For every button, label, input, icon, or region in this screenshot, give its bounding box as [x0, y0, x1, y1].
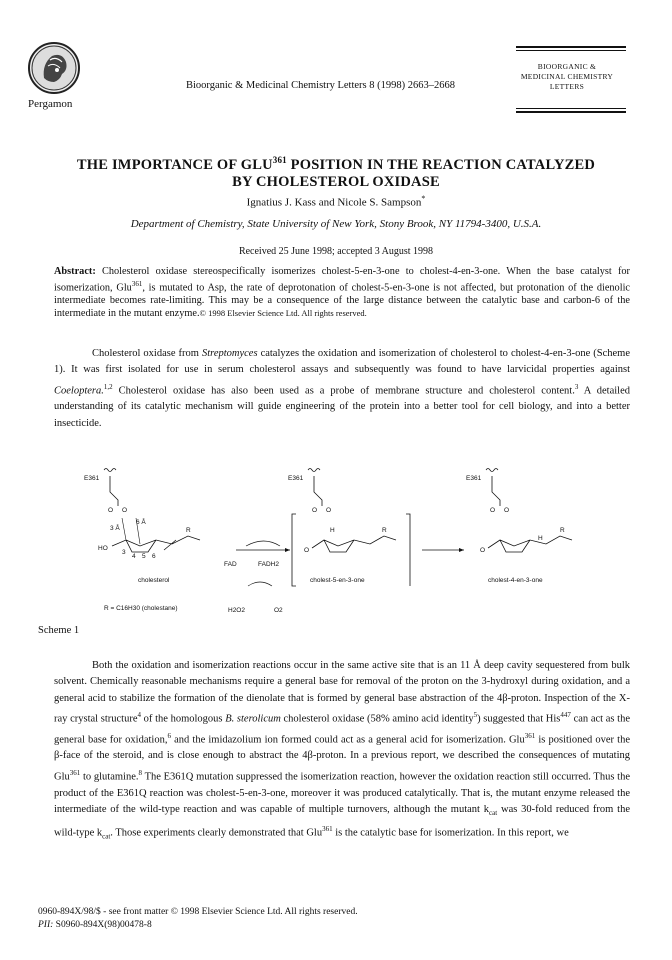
- svg-text:4: 4: [132, 553, 136, 560]
- reaction-scheme: [76, 436, 636, 616]
- svg-text:H: H: [330, 527, 335, 534]
- header-rule-top: [516, 46, 626, 48]
- authors: Ignatius J. Kass and Nicole S. Sampson*: [246, 194, 426, 209]
- header-rule-bottom: [516, 111, 626, 113]
- scheme-label: Scheme 1: [38, 625, 80, 636]
- residue-label: E361: [84, 475, 100, 482]
- journal-name: [508, 62, 626, 92]
- svg-text:FAD: FAD: [224, 561, 237, 568]
- svg-text:5: 5: [142, 553, 146, 560]
- svg-text:O: O: [312, 507, 318, 514]
- svg-text:O: O: [480, 547, 486, 554]
- body-paragraph: Both the oxidation and isomerization reactions occur in the same active site that is an 11 Å deep cavity sequestered from bulk solvent. Chemically reasonable mechanisms require a general base for removal of the proton on the 3-hydroxyl during oxidation, and a general acid to stabilize the formation of the dienolate that is formed by general base abstraction of the 4β-proton. Inspection of the X-ray crystal structure$^4$ of the homologous B. sterolicum cholesterol oxidase (58% amino acid identity$^5$) suggested that His$^{447}$ can act as the general base for oxidation,$^6$ and the imidazolium ion formed could act as a general acid for isomerization. Glu$^{361}$ is positioned over the β-face of the steroid, and is close enough to abstract the 4β-proton. In a previous report, we described the consequences of mutating Glu$^{361}$ to glutamine.$^8$ The E361Q mutation suppressed the isomerization reaction, however the oxidation reaction still occurred. Thus the product of the E361Q reaction was cholest-5-en-3-one, moreover it was produced catalytically. That is, the mutant enzyme released the intermediate of the wild-type reaction and was capable of multiple turnovers, although the mutant $k_{cat}$ was 30-fold reduced from the wild-type $k_{cat}$. Those experiments clearly demonstrated that Glu$^{361}$ is the catalytic base for isomerization. In this report, we: [54, 660, 630, 841]
- svg-text:FADH2: FADH2: [258, 561, 279, 568]
- footer: [38, 906, 358, 932]
- header-rule-top-thin: [516, 50, 626, 51]
- journal-citation: Bioorganic & Medicinal Chemistry Letters 8 (1998) 2663–2668: [186, 80, 455, 91]
- svg-text:O: O: [326, 507, 332, 514]
- svg-text:E361: E361: [466, 475, 482, 482]
- svg-text:HO: HO: [98, 545, 108, 552]
- svg-text:3: 3: [122, 549, 126, 556]
- svg-text:cholest-4-en-3-one: cholest-4-en-3-one: [488, 577, 543, 584]
- intro-paragraph: Cholesterol oxidase from Streptomyces catalyzes the oxidation and isomerization of cholesterol to cholest-4-en-3-one (Scheme 1). It was first isolated for use in serum cholesterol assays and subsequently was found to have larvicidal properties against Coeloptera.$^{1,2}$ Cholesterol oxidase has also been used as a probe of membrane structure and cholesterol content.$^3$ A detailed understanding of its catalytic mechanism will guide engineering of the protein into a better tool for cell biology, and into a better insecticide.: [54, 348, 630, 429]
- article-title: THE IMPORTANCE OF GLU$^{361}$ POSITION IN THE REACTION CATALYZED BY CHOLESTEROL OXIDASE: [76, 155, 596, 190]
- header-rule-bottom-thin: [516, 108, 626, 109]
- footer-pii: PII: S0960-894X(98)00478-8: [38, 920, 152, 930]
- svg-text:R: R: [382, 527, 387, 534]
- compound-label: cholesterol: [138, 577, 170, 584]
- r-definition: R = C16H30 (cholestane): [104, 605, 178, 612]
- svg-text:R: R: [186, 527, 191, 534]
- carboxylate-label: O: [108, 507, 114, 514]
- svg-text:O: O: [504, 507, 510, 514]
- svg-text:R: R: [560, 527, 565, 534]
- journal-name-line: BIOORGANIC &: [537, 62, 597, 71]
- elsevier-logo-icon: [30, 44, 78, 92]
- svg-text:cholest-5-en-3-one: cholest-5-en-3-one: [310, 577, 365, 584]
- publisher-name: Pergamon: [28, 98, 73, 110]
- svg-text:O2: O2: [274, 607, 283, 614]
- svg-text:H2O2: H2O2: [228, 607, 245, 614]
- svg-text:H: H: [538, 535, 543, 542]
- publisher-logo: [28, 42, 80, 94]
- svg-text:O: O: [122, 507, 128, 514]
- svg-text:O: O: [490, 507, 496, 514]
- svg-text:6 Å: 6 Å: [136, 519, 146, 526]
- affiliation: Department of Chemistry, State University of New York, Stony Brook, NY 11794-3400, U.S.A.: [130, 218, 542, 230]
- journal-name-line: LETTERS: [549, 82, 585, 91]
- received-dates: Received 25 June 1998; accepted 3 August 1998: [238, 246, 434, 257]
- abstract: Abstract: Cholesterol oxidase stereospecifically isomerizes cholest-5-en-3-one to cholest-4-en-3-one. When the base catalyst for isomerization, Glu$^{361}$, is mutated to Asp, the rate of deprotonation of cholest-5-en-3-one is not affected, but protonation of the dienolic intermediate becomes rate-limiting. This may be a consequence of the large distance between the catalytic base and carbon-6 of the intermediate in the mutant enzyme.© 1998 Elsevier Science Ltd. All rights reserved.: [54, 266, 630, 320]
- distance-label: 3 Å: [110, 525, 120, 532]
- footer-copyright: 0960-894X/98/$ - see front matter © 1998 Elsevier Science Ltd. All rights reserved.: [38, 907, 358, 917]
- svg-text:O: O: [304, 547, 310, 554]
- svg-text:E361: E361: [288, 475, 304, 482]
- journal-name-line: MEDICINAL CHEMISTRY: [520, 72, 614, 81]
- svg-text:6: 6: [152, 553, 156, 560]
